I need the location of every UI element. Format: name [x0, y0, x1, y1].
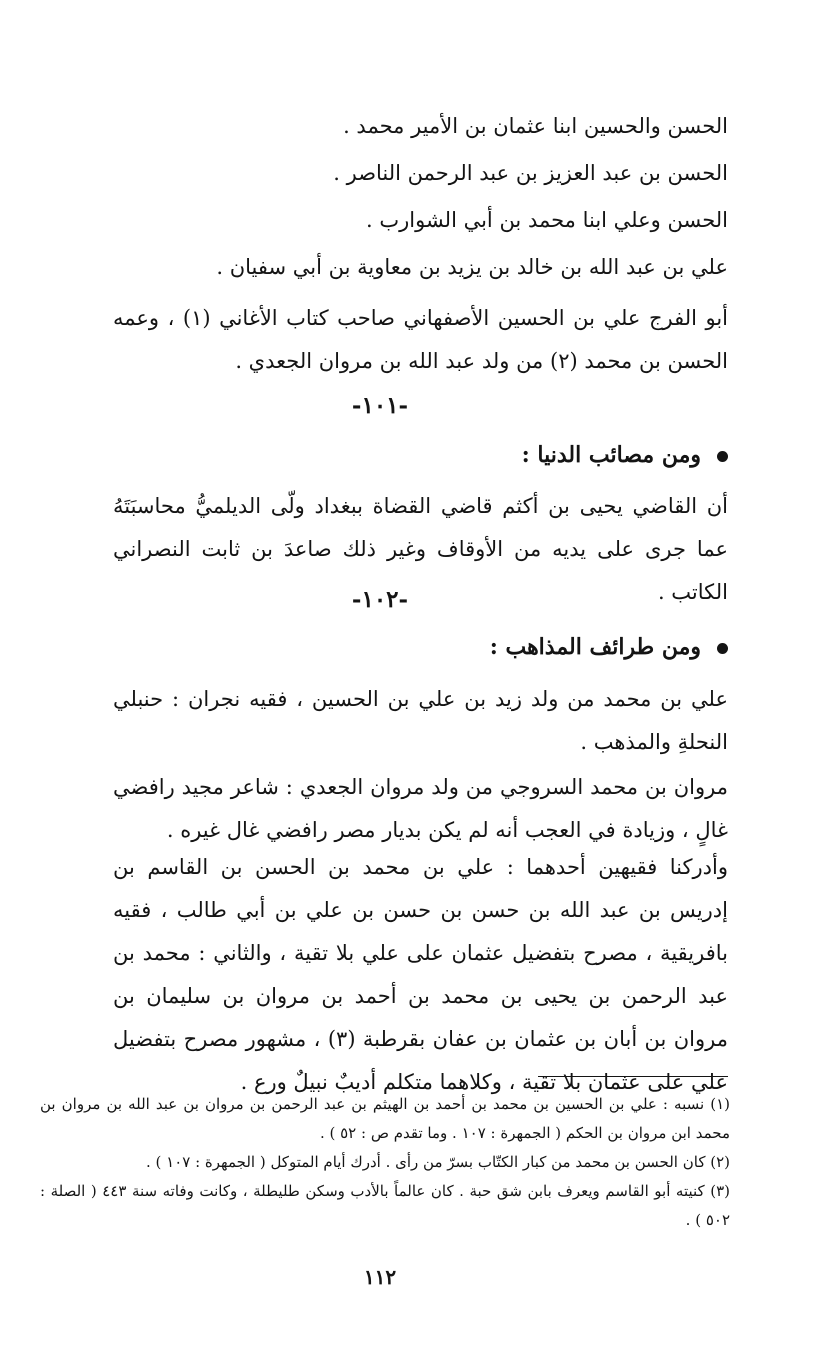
footnote: (٢) كان الحسن بن محمد من كبار الكتّاب بسرّ من رأى . أدرك أيام المتوكل ( الجمهرة : ١٠٧ ) . [146, 1153, 730, 1171]
bullet-icon [717, 451, 728, 462]
section-102-paragraph-1: علي بن محمد من ولد زيد بن علي بن الحسين ، فقيه نجران : حنبلي النحلةِ والمذهب . [113, 687, 728, 754]
footnote: (٣) كنيته أبو القاسم ويعرف بابن شق حبة . كان عالماً بالأدب وسكن طليطلة ، وكانت وفاته سنة ٤٤٣ ( الصلة : ٥٠٢ ) . [40, 1182, 730, 1229]
footnote-separator [538, 1076, 728, 1077]
section-heading-102: ومن طرائف المذاهب : [490, 632, 728, 662]
list-item: الحسن وعلي ابنا محمد بن أبي الشوارب . [366, 208, 728, 232]
section-102-paragraph-3: وأدركنا فقيهين أحدهما : علي بن محمد بن الحسن بن القاسم بن إدريس بن عبد الله بن حسن بن حسن بن علي بن أبي طالب ، فقيه بافريقية ، مصرح بتفضيل عثمان على علي بلا تقية ، والثاني : محمد بن عبد الرحمن بن يحيى بن محمد بن أحمد بن مروان بن سليمان بن مروان بن أبان بن عثمان بن عفان بقرطبة (٣) ، مشهور مصرح بتفضيل علي على عثمان بلا تقية ، وكلاهما متكلم أديبٌ نبيلٌ ورع . [113, 855, 728, 1094]
section-heading-101: ومن مصائب الدنيا : [522, 440, 728, 470]
list-item: الحسن بن عبد العزيز بن عبد الرحمن الناصر . [333, 161, 728, 185]
page-number: ١١٢ [363, 1265, 397, 1289]
list-item: علي بن عبد الله بن خالد بن يزيد بن معاوية بن أبي سفيان . [216, 255, 728, 279]
section-number-102: -١٠٢- [351, 586, 409, 613]
section-102-paragraph-2: مروان بن محمد السروجي من ولد مروان الجعدي : شاعر مجيد رافضي غالٍ ، وزيادة في العجب أنه لم يكن بديار مصر رافضي غال غيره . [113, 775, 728, 842]
bullet-icon [717, 643, 728, 654]
list-item: الحسن والحسين ابنا عثمان بن الأمير محمد . [343, 114, 728, 138]
names-list [118, 106, 728, 287]
footnote: (١) نسبه : علي بن الحسين بن محمد بن أحمد بن الهيثم بن عبد الرحمن بن مروان بن عبد الله بن مروان بن محمد ابن مروان بن الحكم ( الجمهرة : ١٠٧ . وما تقدم ص : ٥٢ ) . [40, 1095, 730, 1142]
abu-faraj-paragraph: أبو الفرج علي بن الحسين الأصفهاني صاحب كتاب الأغاني (١) ، وعمه الحسن بن محمد (٢) من ولد عبد الله بن مروان الجعدي . [113, 306, 728, 373]
section-number-101: -١٠١- [351, 392, 409, 419]
section-101-body: أن القاضي يحيى بن أكثم قاضي القضاة ببغداد ولّى الديلميُّ محاسبَتَهُ عما جرى على يديه من الأوقاف وغير ذلك صاعدَ بن ثابت النصراني الكاتب . [113, 494, 728, 604]
